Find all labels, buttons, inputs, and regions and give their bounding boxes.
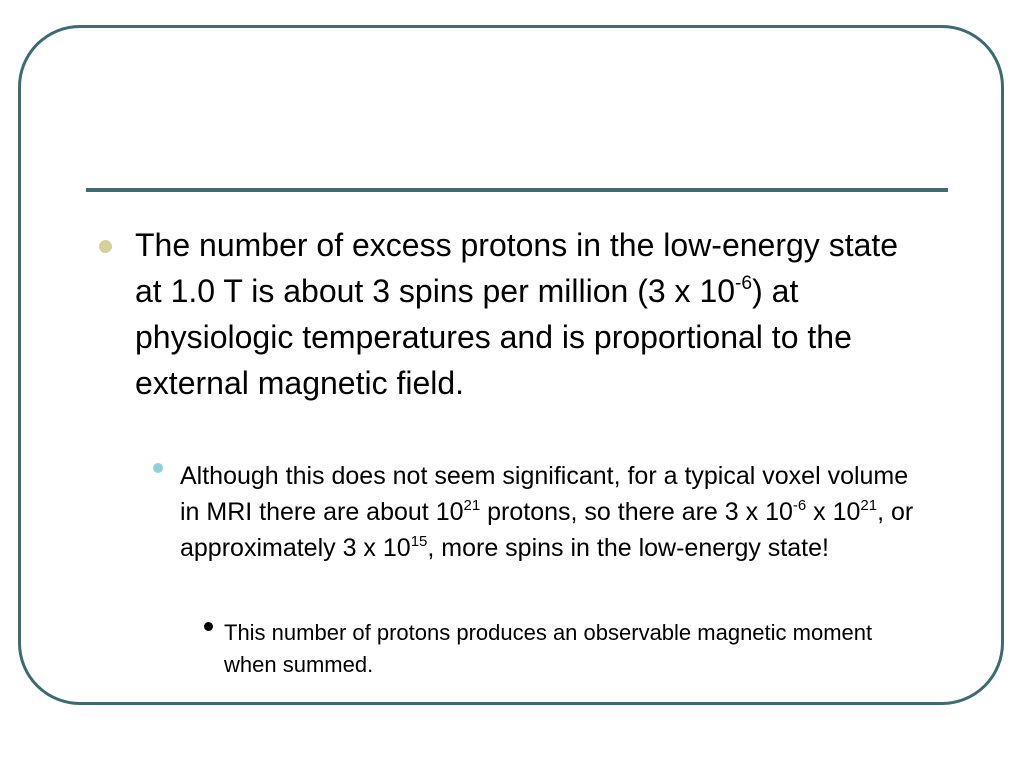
bullet-level3-text <box>224 617 904 681</box>
bullet-level1-exponent1: -6 <box>735 273 753 295</box>
bullet-level2-icon <box>153 463 163 473</box>
bullet-level2-part4: , or approximately 3 x 10 <box>180 498 914 562</box>
bullet-level2-part5: , more spins in the low-energy state! <box>427 534 829 562</box>
bullet-level2-text <box>180 458 920 566</box>
bullet-level1-icon <box>99 240 112 253</box>
bullet-level2-exponent4: 15 <box>410 532 428 550</box>
bullet-level2-part3: x 10 <box>806 498 861 526</box>
bullet-level2-part2: protons, so there are 3 x 10 <box>480 498 793 526</box>
bullet-level2-part1: Although this does not seem significant, for a typical voxel volume in MRI there are about 10 <box>180 462 909 526</box>
bullet-level3-icon <box>204 622 213 631</box>
bullet-level2-exponent2: -6 <box>792 496 807 514</box>
bullet-level2-exponent3: 21 <box>860 496 878 514</box>
bullet-level3-part1: This number of protons produces an observable magnetic moment when summed. <box>224 620 873 677</box>
bullet-level1-text <box>135 222 905 406</box>
bullet-level2-exponent1: 21 <box>463 496 481 514</box>
bullet-level1-part2: ) at physiologic temperatures and is proportional to the external magnetic field. <box>135 273 852 401</box>
bullet-level1-part1: The number of excess protons in the low-energy state at 1.0 T is about 3 spins per million (3 x 10 <box>135 227 899 309</box>
